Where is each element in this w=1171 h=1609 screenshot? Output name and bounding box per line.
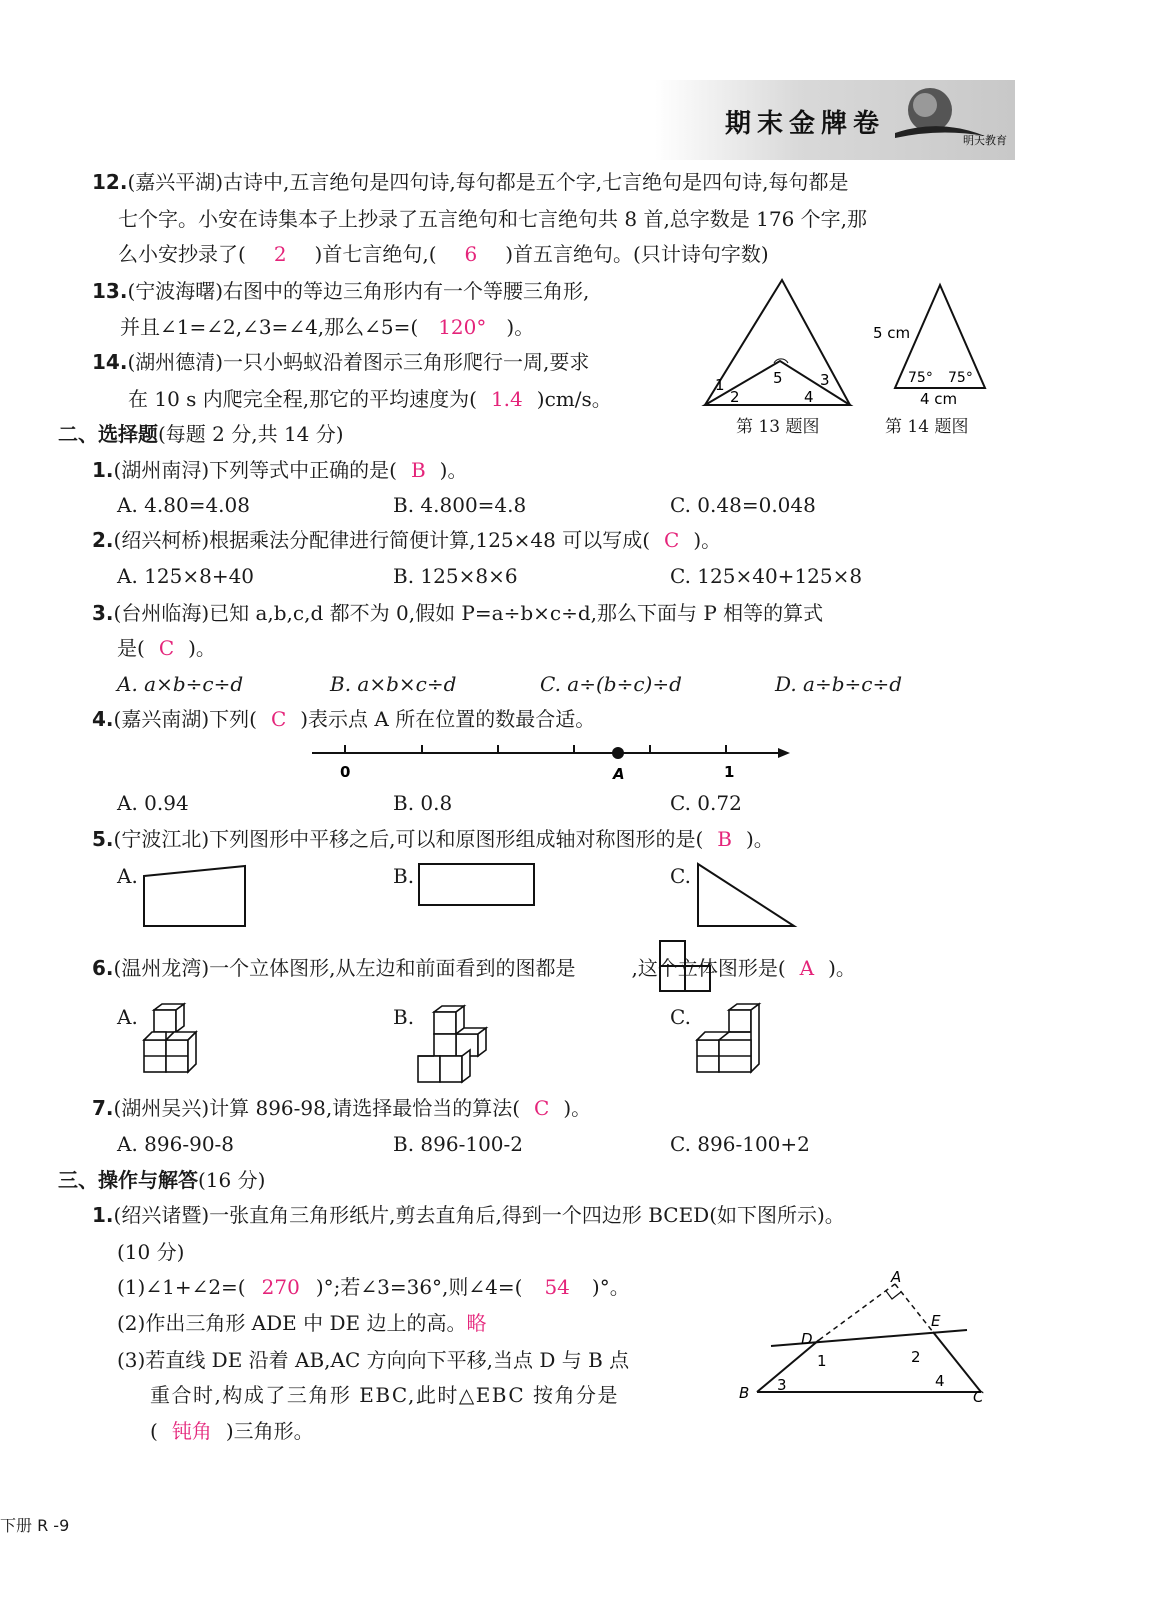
mc1-answer: B: [410, 458, 426, 482]
mc6-answer: A: [799, 956, 815, 980]
mc3-option-c: C. a÷(b÷c)÷d: [540, 672, 682, 696]
svg-text:4: 4: [935, 1372, 945, 1390]
figure-13-caption: 第 13 题图: [736, 417, 820, 437]
mc1-option-a: A. 4.80=4.08: [117, 493, 250, 517]
q3-1-line2: (10 分): [117, 1240, 185, 1264]
mc6-option-c: C.: [670, 1005, 691, 1029]
mc3-question: 3.(台州临海)已知 a,b,c,d 都不为 0,假如 P=a÷b×c÷d,那么下面与 P 相等的算式: [92, 601, 824, 625]
mc5-option-a: A.: [117, 864, 138, 888]
trapezoid-shape: [140, 862, 250, 932]
mc1-option-c: C. 0.48=0.048: [670, 493, 816, 517]
figure-14-caption: 第 14 题图: [885, 417, 969, 437]
q12-line2: 七个字。小安在诗集本子上抄录了五言绝句和七言绝句共 8 首,总字数是 176 个字,那: [118, 207, 868, 231]
mc7-option-b: B. 896-100-2: [393, 1132, 523, 1156]
q13-line1: 13.(宁波海曙)右图中的等边三角形内有一个等腰三角形,: [92, 279, 590, 303]
mc7-answer: C: [534, 1096, 550, 1120]
q13-answer: 120°: [438, 315, 487, 339]
mc3-question-line2: 是( C )。: [117, 636, 216, 660]
mc6-option-b: B.: [393, 1005, 415, 1029]
cube-stack-b: [414, 1000, 504, 1090]
logo-text: 明天教育: [963, 134, 1007, 147]
number-line: [300, 738, 800, 783]
mc2-answer: C: [664, 528, 680, 552]
svg-text:75°: 75°: [948, 370, 973, 386]
svg-text:B: B: [739, 1384, 750, 1402]
point-a: [612, 747, 624, 759]
svg-text:5: 5: [773, 369, 783, 387]
svg-text:C: C: [973, 1388, 984, 1406]
mc7-option-c: C. 896-100+2: [670, 1132, 810, 1156]
q3-1-part3-line2: 重合时,构成了三角形 EBC,此时△EBC 按角分是: [150, 1383, 620, 1407]
mc2-option-a: A. 125×8+40: [117, 564, 255, 588]
section-3-title: 三、操作与解答(16 分): [58, 1168, 266, 1192]
mc6-question: 6.(温州龙湾)一个立体图形,从左边和前面看到的图都是 ,这个立体图形是( A )。: [92, 956, 856, 980]
mc4-option-b: B. 0.8: [393, 791, 453, 815]
mc5-option-c: C.: [670, 864, 691, 888]
header-title: 期末金牌卷: [725, 109, 886, 139]
svg-text:D: D: [801, 1330, 813, 1348]
right-triangle-shape: [694, 860, 798, 930]
mc5-answer: B: [717, 827, 732, 851]
rectangle-shape: [416, 860, 538, 910]
mc1-option-b: B. 4.800=4.8: [393, 493, 527, 517]
q12-line1: 12.(嘉兴平湖)古诗中,五言绝句是四句诗,每句都是五个字,七言绝句是四句诗,每句都是: [92, 170, 849, 194]
page-footer: 下册 R -9: [0, 1516, 70, 1535]
mc2-question: 2.(绍兴柯桥)根据乘法分配律进行简便计算,125×48 可以写成( C )。: [92, 528, 722, 552]
q3-1-part2: (2)作出三角形 ADE 中 DE 边上的高。略: [117, 1311, 487, 1335]
q14-line2: 在 10 s 内爬完全程,那它的平均速度为( 1.4 )cm/s。: [128, 387, 612, 411]
q14-line1: 14.(湖州德清)一只小蚂蚁沿着图示三角形爬行一周,要求: [92, 350, 590, 374]
mc5-question: 5.(宁波江北)下列图形中平移之后,可以和原图形组成轴对称图形的是( B )。: [92, 827, 774, 851]
svg-text:A: A: [891, 1268, 902, 1286]
figure-bced: [735, 1270, 995, 1410]
q12-line3: 么小安抄录了( 2 )首七言绝句,( 6 )首五言绝句。(只计诗句字数): [118, 242, 769, 266]
logo-icon: [885, 78, 1007, 158]
q3-1-answer-4: 钝角: [171, 1419, 212, 1443]
q3-1-part3-line3: ( 钝角 )三角形。: [150, 1419, 314, 1443]
q3-1-answer-1: 270: [261, 1275, 300, 1299]
q14-answer: 1.4: [490, 387, 523, 411]
svg-text:4: 4: [804, 388, 814, 406]
mc3-answer: C: [158, 636, 175, 660]
section-2-title: 二、选择题(每题 2 分,共 14 分): [58, 422, 344, 446]
svg-text:2: 2: [730, 388, 740, 406]
svg-text:4 cm: 4 cm: [920, 390, 958, 408]
q3-1-part1: (1)∠1+∠2=( 270 )°;若∠3=36°,则∠4=( 54 )°。: [117, 1275, 630, 1299]
q12-answer-1: 2: [273, 242, 287, 266]
mc2-option-b: B. 125×8×6: [393, 564, 518, 588]
mc4-answer: C: [270, 707, 287, 731]
mc4-option-c: C. 0.72: [670, 791, 742, 815]
svg-text:A: A: [613, 765, 625, 783]
mc4-option-a: A. 0.94: [117, 791, 189, 815]
view-shape-icon: [657, 938, 715, 994]
mc1-question: 1.(湖州南浔)下列等式中正确的是( B )。: [92, 458, 468, 482]
mc3-option-b: B. a×b×c÷d: [330, 672, 457, 696]
q3-1-line1: 1.(绍兴诸暨)一张直角三角形纸片,剪去直角后,得到一个四边形 BCED(如下图所示)。: [92, 1203, 845, 1227]
svg-text:1: 1: [724, 763, 735, 781]
svg-text:1: 1: [715, 376, 725, 394]
q12-answer-2: 6: [464, 242, 478, 266]
q3-1-part3-line1: (3)若直线 DE 沿着 AB,AC 方向向下平移,当点 D 与 B 点: [117, 1348, 630, 1372]
mc5-option-b: B.: [393, 864, 415, 888]
svg-text:1: 1: [817, 1352, 827, 1370]
mc6-option-a: A.: [117, 1005, 138, 1029]
svg-text:3: 3: [820, 371, 830, 389]
cube-stack-c: [693, 1000, 773, 1080]
mc3-option-d: D. a÷b÷c÷d: [775, 672, 903, 696]
svg-text:0: 0: [340, 763, 351, 781]
q3-1-answer-3: 略: [466, 1311, 487, 1335]
q13-line2: 并且∠1=∠2,∠3=∠4,那么∠5=( 120° )。: [120, 315, 535, 339]
svg-text:2: 2: [911, 1348, 921, 1366]
mc4-question: 4.(嘉兴南湖)下列( C )表示点 A 所在位置的数最合适。: [92, 707, 596, 731]
svg-text:3: 3: [777, 1376, 787, 1394]
q3-1-answer-2: 54: [544, 1275, 570, 1299]
cube-stack-a: [140, 1000, 220, 1080]
svg-text:75°: 75°: [908, 370, 933, 386]
mc3-option-a: A. a×b÷c÷d: [117, 672, 244, 696]
figure-14: [870, 280, 1000, 410]
mc7-option-a: A. 896-90-8: [117, 1132, 235, 1156]
svg-text:5 cm: 5 cm: [873, 324, 911, 342]
figure-13: [700, 275, 860, 410]
svg-text:E: E: [931, 1312, 941, 1330]
mc2-option-c: C. 125×40+125×8: [670, 564, 863, 588]
mc7-question: 7.(湖州吴兴)计算 896-98,请选择最恰当的算法( C )。: [92, 1096, 592, 1120]
